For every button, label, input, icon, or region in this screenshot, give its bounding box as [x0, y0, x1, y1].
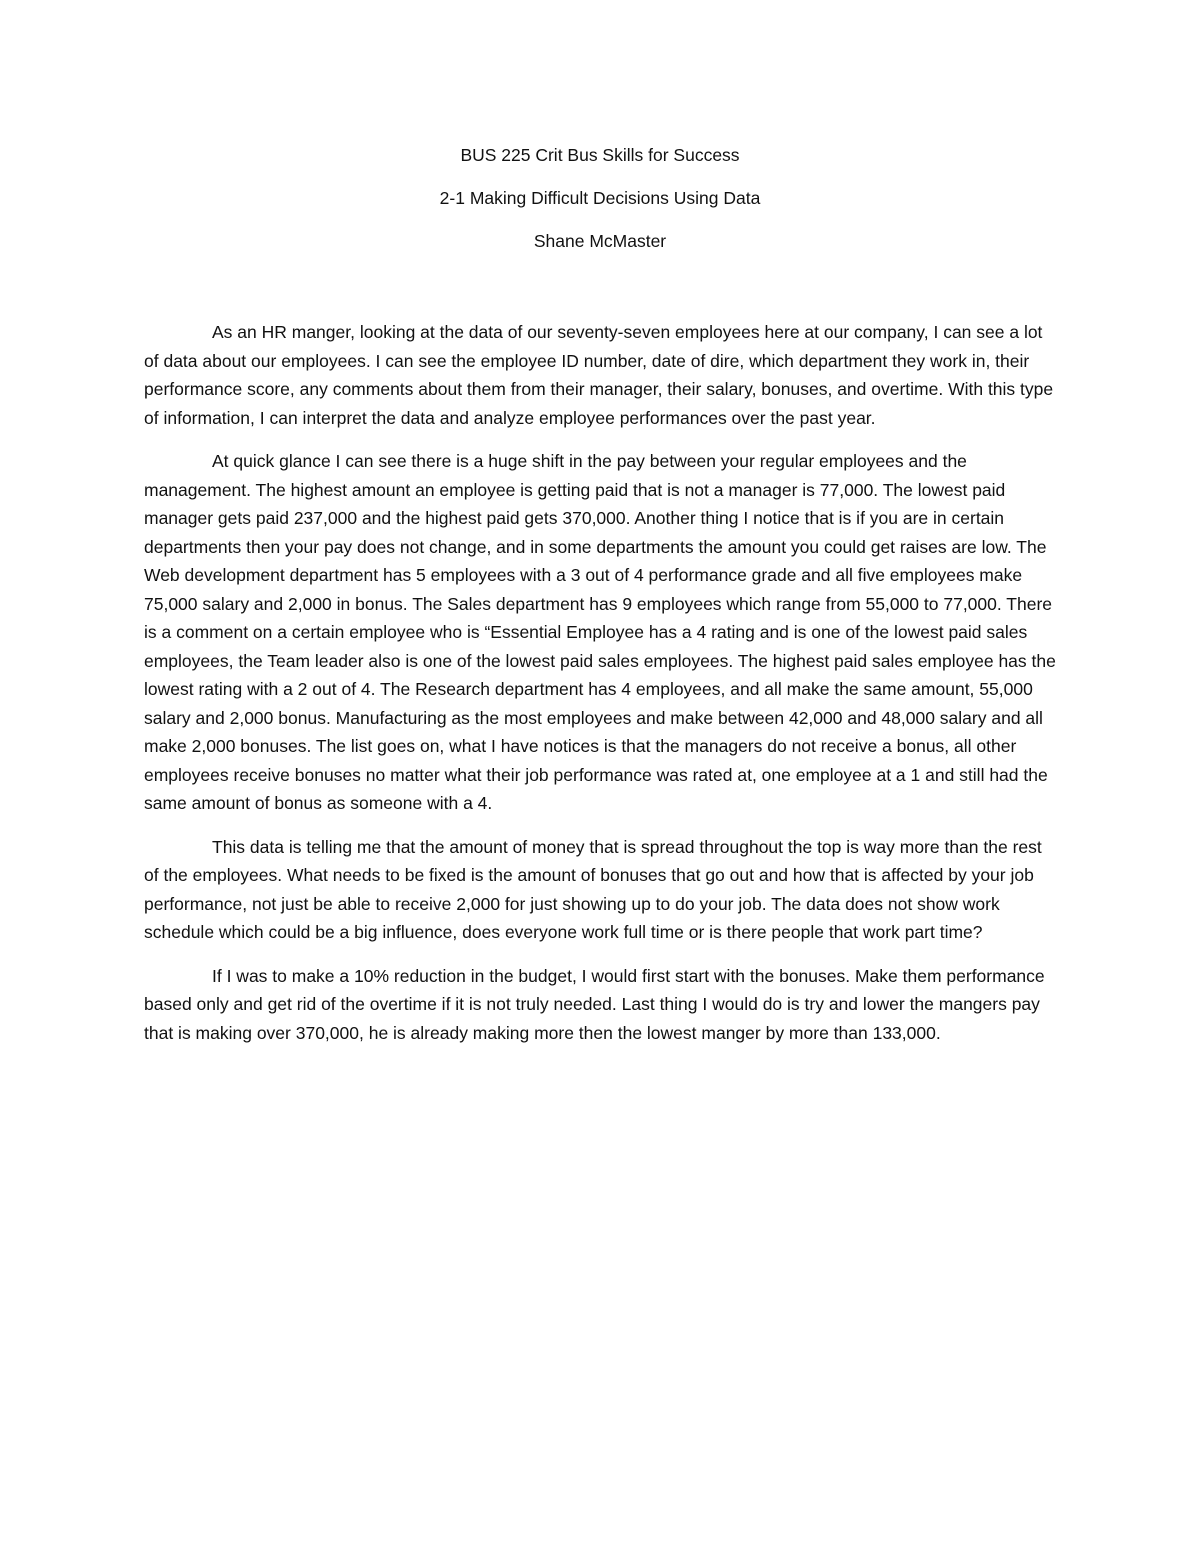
document-body [144, 318, 1060, 1062]
paragraph-budget-reduction: If I was to make a 10% reduction in the budget, I would first start with the bonuses. Make them performance based only and get rid of the overtime if it is not truly needed. Last thing I would do is try and lower the mangers pay that is making over 370,000, he is already making more then the lowest manger by more than 133,000. [144, 965, 1045, 1043]
author-name: Shane McMaster [533, 231, 667, 251]
paragraph-overview: As an HR manger, looking at the data of our seventy-seven employees here at our company, I can see a lot of data about our employees. I can see the employee ID number, date of dire, which department they work in, their performance score, any comments about them from their manager, their salary, bonuses, and overtime. With this type of information, I can interpret the data and analyze employee performances over the past year. [144, 322, 1054, 428]
paragraph-pay-analysis: At quick glance I can see there is a huge shift in the pay between your regular employees and the management. The highest amount an employee is getting paid that is not a manager is 77,000. The lowest paid manager gets paid 237,000 and the highest paid gets 370,000. Another thing I notice that is if you are in certain departments then your pay does not change, and in some departments the amount you could get raises are low. The Web development department has 5 employees with a 3 out of 4 performance grade and all five employees make 75,000 salary and 2,000 in bonus. The Sales department has 9 employees which range from 55,000 to 77,000. There is a comment on a certain employee who is “Essential Employee has a 4 rating and is one of the lowest paid sales employees, the Team leader also is one of the lowest paid sales employees. The highest paid sales employee has the lowest rating with a 2 out of 4. The Research department has 4 employees, and all make the same amount, 55,000 salary and 2,000 bonus. Manufacturing as the most employees and make between 42,000 and 48,000 salary and all make 2,000 bonuses. The list goes on, what I have notices is that the managers do not receive a bonus, all other employees receive bonuses no matter what their job performance was rated at, one employee at a 1 and still had the same amount of bonus as someone with a 4. [144, 451, 1056, 813]
paragraph-findings: This data is telling me that the amount of money that is spread throughout the top is way more than the rest of the employees. What needs to be fixed is the amount of bonuses that go out and how that is affected by your job performance, not just be able to receive 2,000 for just showing up to do your job. The data does not show work schedule which could be a big influence, does everyone work full time or is there people that work part time? [144, 836, 1042, 942]
assignment-title: 2-1 Making Difficult Decisions Using Data [439, 188, 761, 208]
document-header [0, 144, 1200, 273]
course-title: BUS 225 Crit Bus Skills for Success [460, 145, 740, 165]
